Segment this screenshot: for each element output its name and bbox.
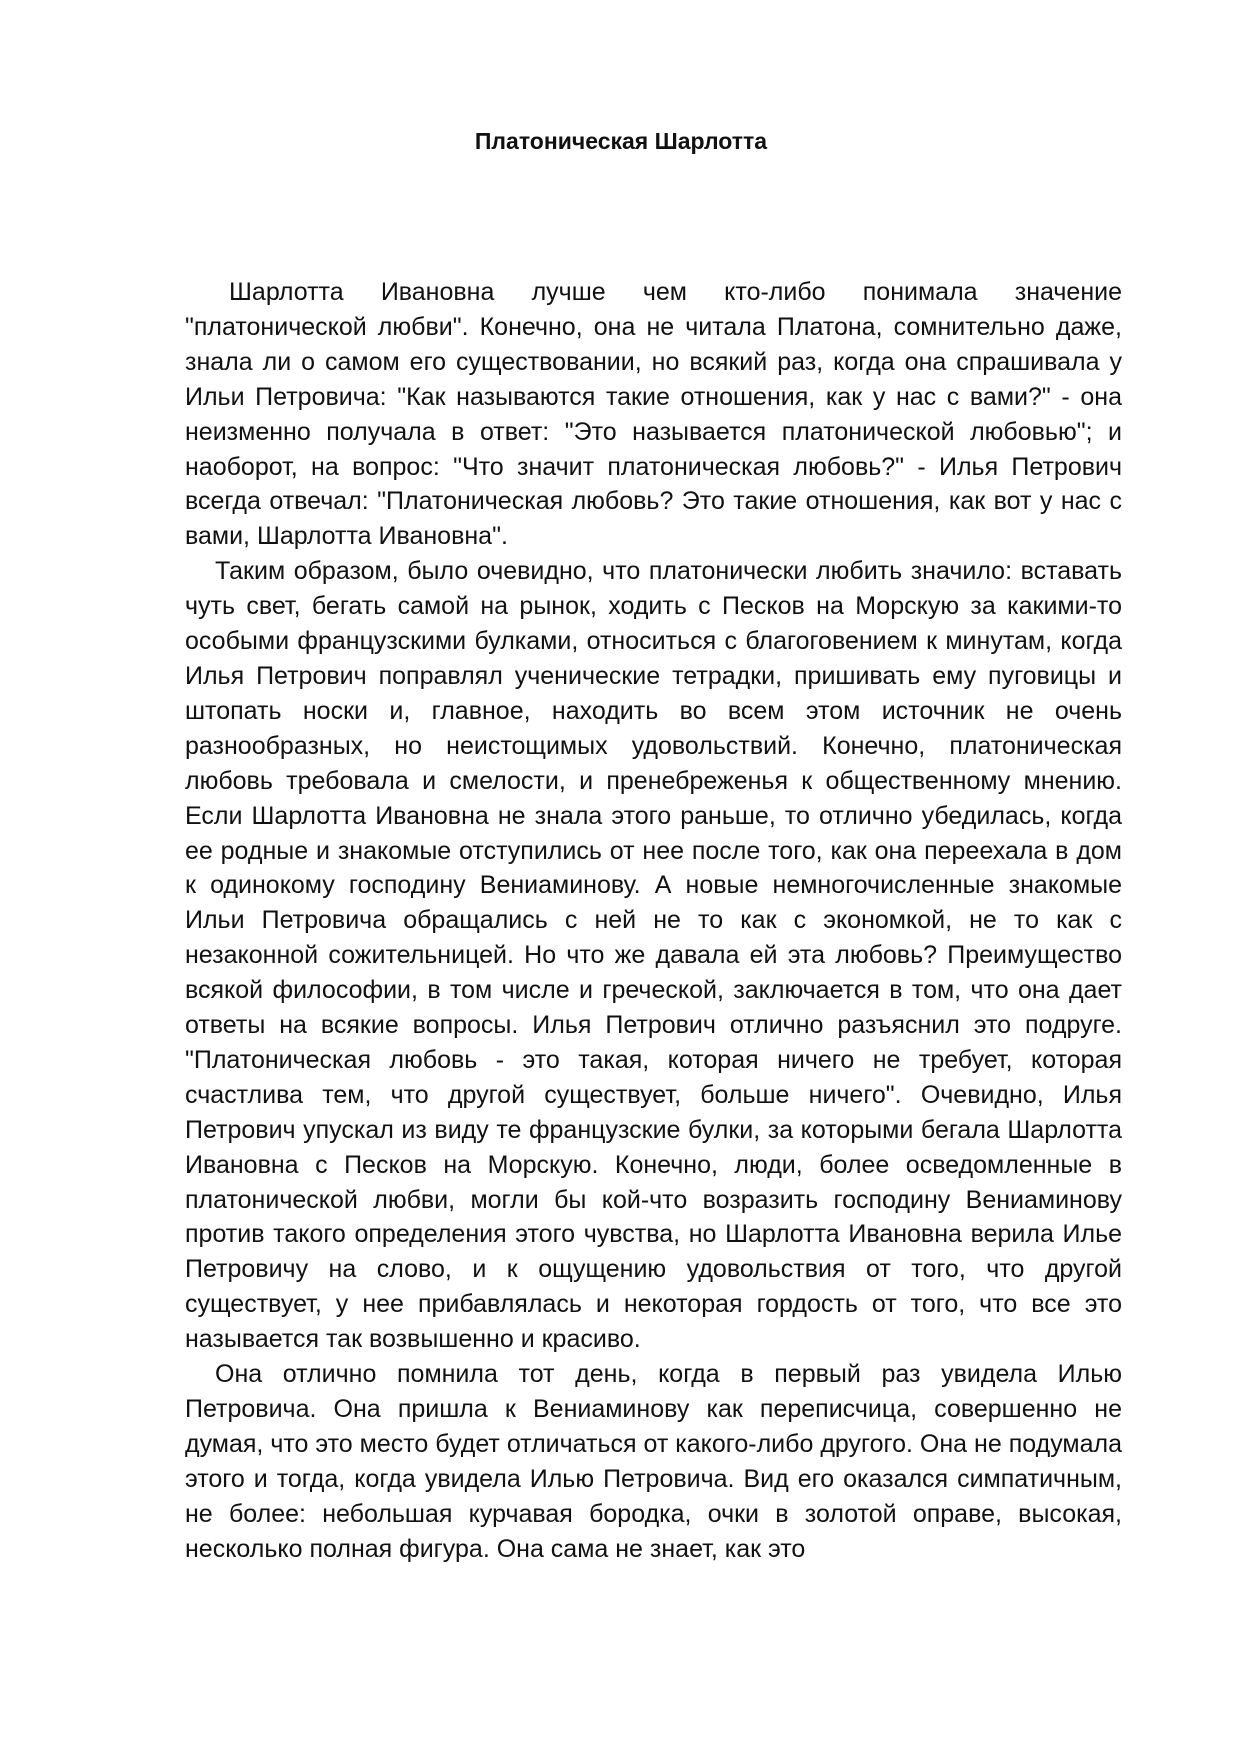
document-title: Платоническая Шарлотта — [474, 128, 768, 154]
paragraph: Она отлично помнила тот день, когда в первый раз увидела Илью Петровича. Она пришла к Вениаминову как переписчица, совершенно не думая, что это место будет отличаться от какого-либо другого. Она не подумала этого и тогда, когда увидела Илью Петровича. Вид его оказался симпатичным, не более: небольшая курчавая бородка, очки в золотой оправе, высокая, несколько полная фигура. Она сама не знает, как это — [185, 1360, 1122, 1563]
paragraph: Шарлотта Ивановна лучше чем кто-либо понимала значение "платонической любви". Конечно, она не читала Платона, сомнительно даже, знала ли о самом его существовании, но всякий раз, когда она спрашивала у Ильи Петровича: "Как называются такие отношения, как у нас с вами?" - она неизменно получала в ответ: "Это называется платонической любовью"; и наоборот, на вопрос: "Что значит платоническая любовь?" - Илья Петрович всегда отвечал: "Платоническая любовь? Это такие отношения, как вот у нас с вами, Шарлотта Ивановна". — [185, 278, 1122, 551]
paragraph: Таким образом, было очевидно, что платонически любить значило: вставать чуть свет, бегать самой на рынок, ходить с Песков на Морскую за какими-то особыми французскими булками, относиться с благоговением к минутам, когда Илья Петрович поправлял ученические тетрадки, пришивать ему пуговицы и штопать носки и, главное, находить во всем этом источник не очень разнообразных, но неистощимых удовольствий. Конечно, платоническая любовь требовала и смелости, и пренебреженья к общественному мнению. Если Шарлотта Ивановна не знала этого раньше, то отлично убедилась, когда ее родные и знакомые отступились от нее после того, как она переехала в дом к одинокому господину Вениаминову. А новые немногочисленные знакомые Ильи Петровича обращались с ней не то как с экономкой, не то как с незаконной сожительницей. Но что же давала ей эта любовь? Преимущество всякой философии, в том числе и греческой, заключается в том, что она дает ответы на всякие вопросы. Илья Петрович отлично разъяснил это подруге. "Платоническая любовь - это такая, которая ничего не требует, которая счастлива тем, что другой существует, больше ничего". Очевидно, Илья Петрович упускал из виду те французские булки, за которыми бегала Шарлотта Ивановна с Песков на Морскую. Конечно, люди, более осведомленные в платонической любви, могли бы кой-что возразить господину Вениаминову против такого определения этого чувства, но Шарлотта Ивановна верила Илье Петровичу на слово, и к ощущению удовольствия от того, что другой существует, у нее прибавлялась и некоторая гордость от того, что все это называется так возвышенно и красиво. — [185, 557, 1122, 1354]
document-body — [185, 275, 1122, 1567]
